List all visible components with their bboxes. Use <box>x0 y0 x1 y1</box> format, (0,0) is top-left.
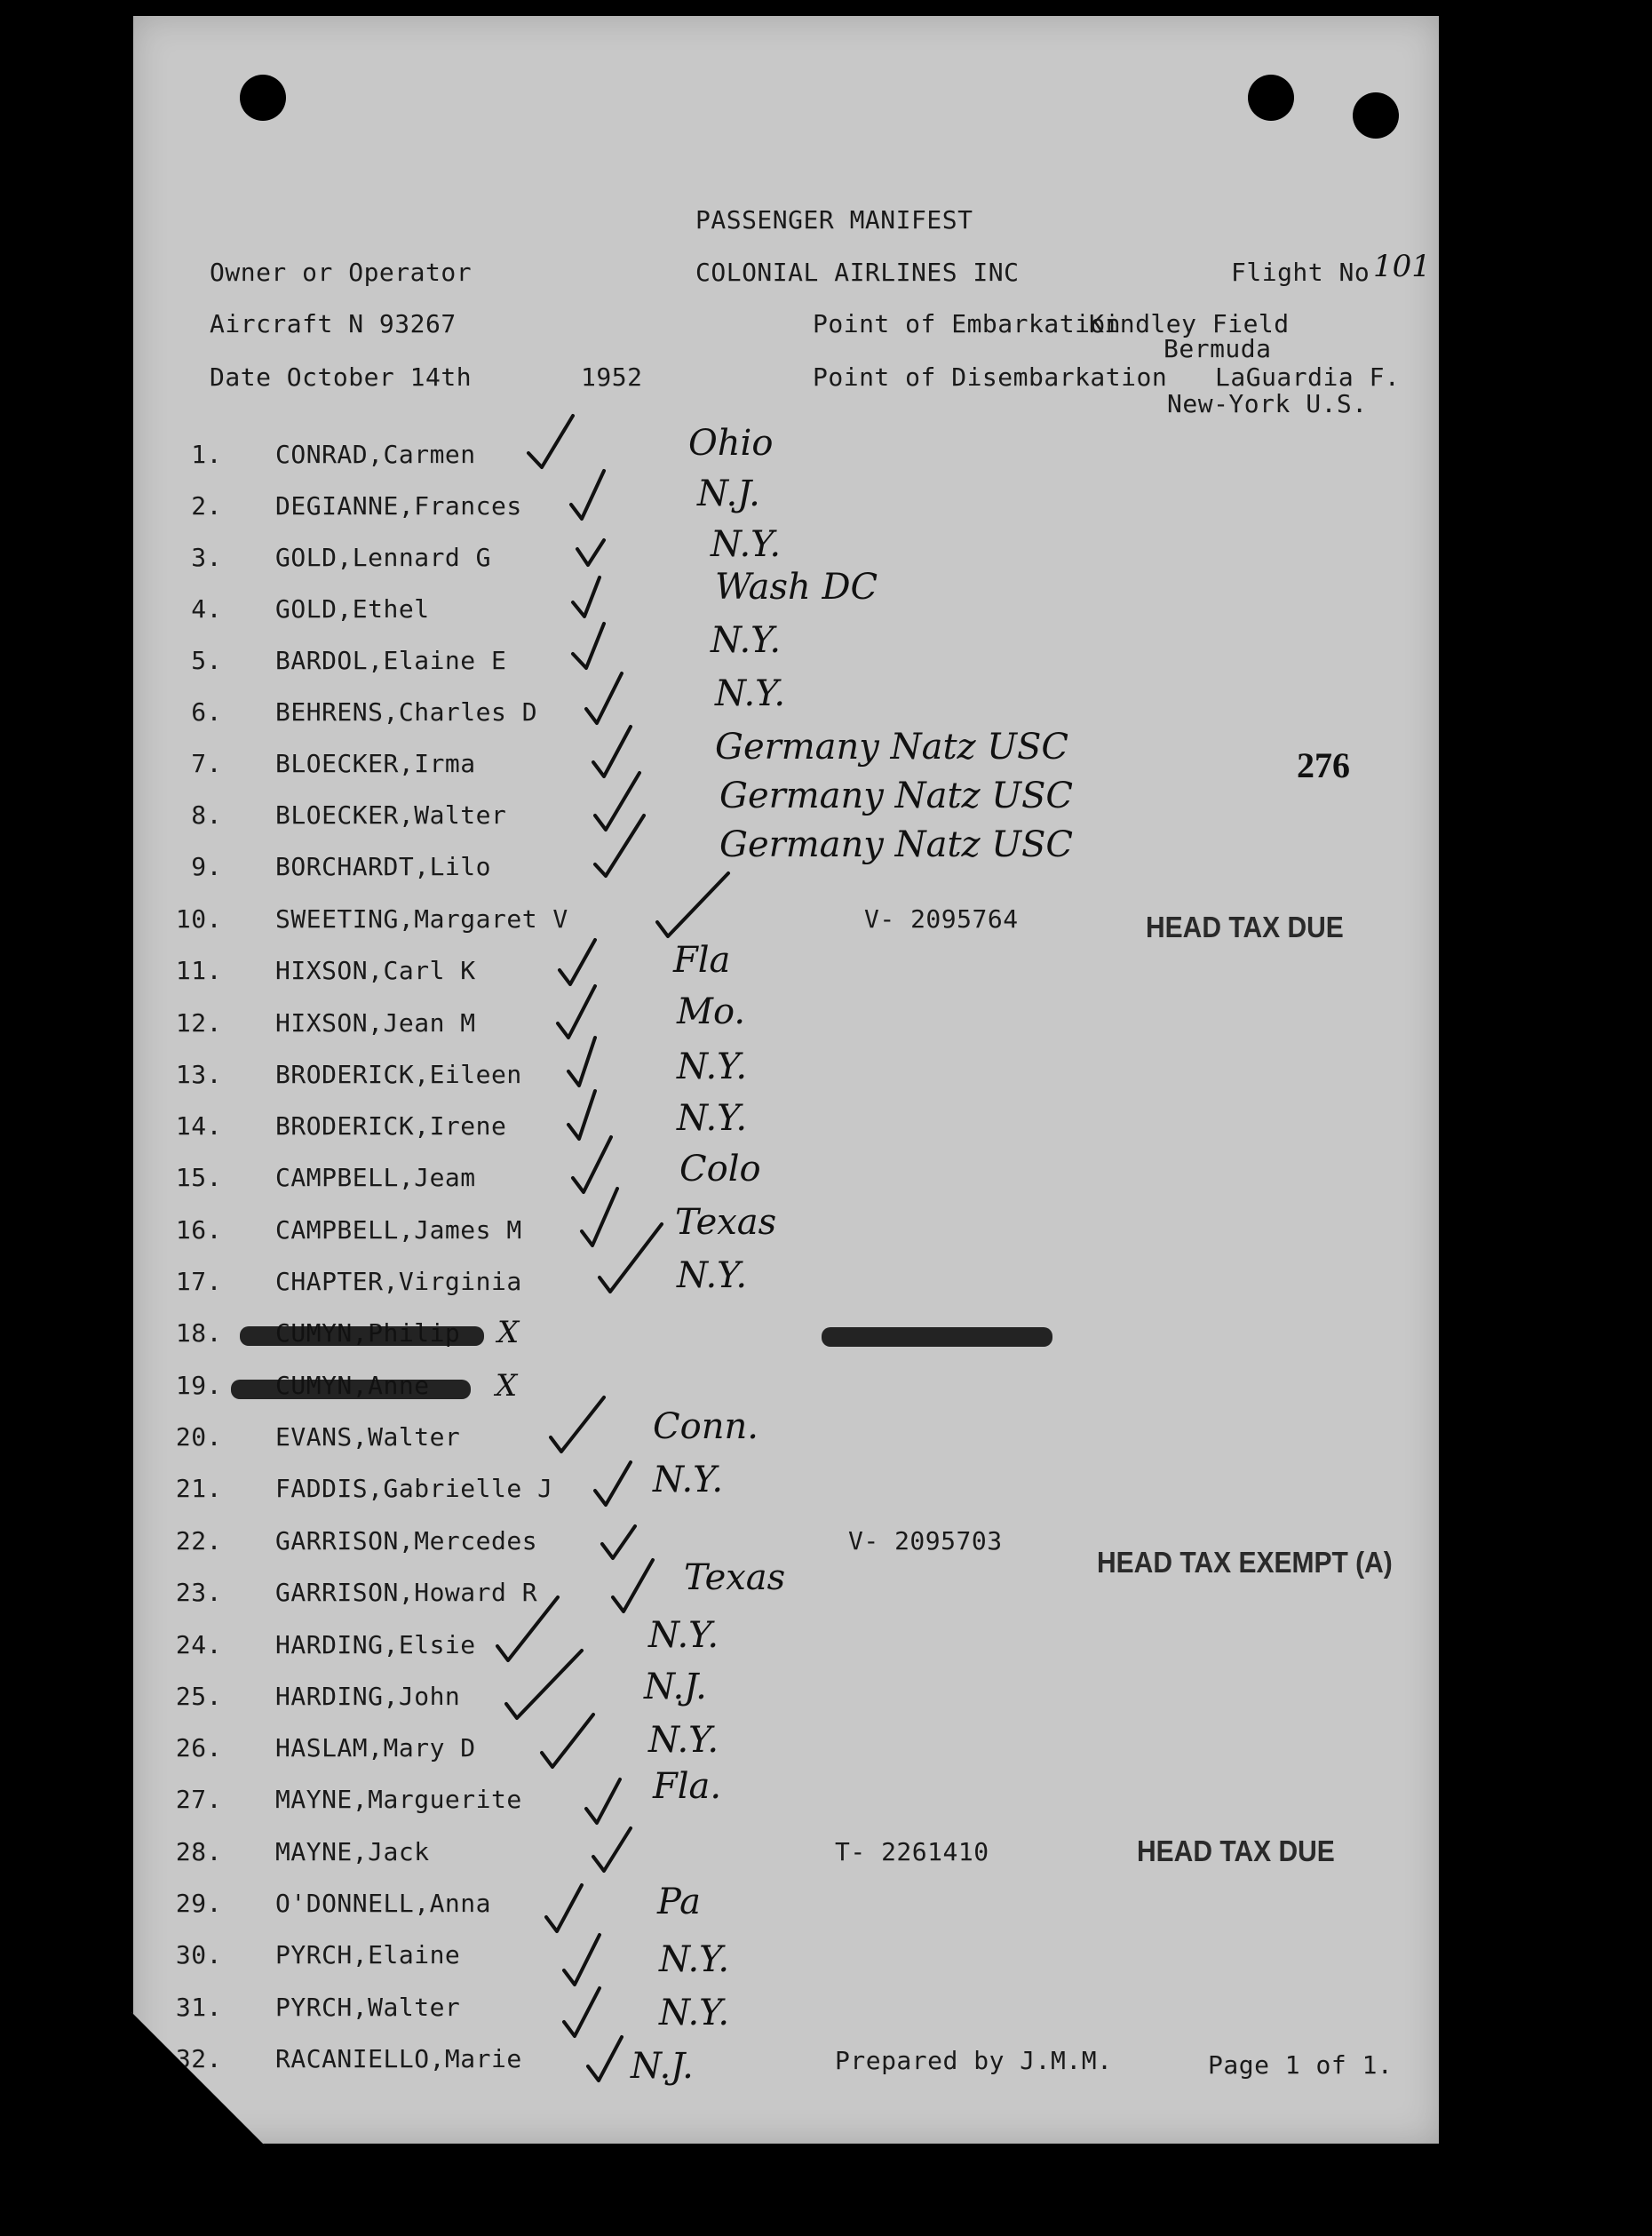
row-number: 20. <box>175 1422 222 1452</box>
handwritten-state: N.J. <box>644 1667 707 1707</box>
handwritten-state: N.Y. <box>711 620 782 661</box>
passenger-name: GOLD,Ethel <box>275 594 430 624</box>
passenger-name: EVANS,Walter <box>275 1422 461 1452</box>
row-number: 30. <box>175 1940 222 1969</box>
handwritten-state: N.Y. <box>715 673 786 714</box>
embark-value-2: Bermuda <box>1164 334 1272 363</box>
row-number: 32. <box>175 2044 222 2073</box>
handwritten-state: Colo <box>679 1149 761 1190</box>
passenger-name: RACANIELLO,Marie <box>275 2044 522 2073</box>
date: Date October 14th <box>210 362 473 392</box>
passenger-name: GOLD,Lennard G <box>275 543 492 572</box>
row-number: 31. <box>175 1993 222 2022</box>
row-number: 6. <box>191 697 222 727</box>
row-number: 17. <box>175 1267 222 1296</box>
passenger-name: CAMPBELL,Jeam <box>275 1163 476 1192</box>
passenger-name: O'DONNELL,Anna <box>275 1889 492 1918</box>
passenger-name: BARDOL,Elaine E <box>275 646 507 675</box>
row-number: 4. <box>191 594 222 624</box>
disembark-value-2: New-York U.S. <box>1167 389 1368 418</box>
row-number: 27. <box>175 1785 222 1814</box>
passenger-name: GARRISON,Howard R <box>275 1578 538 1607</box>
passenger-name: HIXSON,Jean M <box>275 1008 476 1038</box>
handwritten-state: N.J. <box>631 2046 694 2087</box>
owner-label: Owner or Operator <box>210 258 473 287</box>
row-number: 11. <box>175 956 222 985</box>
row-number: 22. <box>175 1526 222 1556</box>
row-number: 14. <box>175 1111 222 1141</box>
visa-number: T- 2261410 <box>835 1837 989 1866</box>
row-number: 24. <box>175 1630 222 1659</box>
flight-label: Flight No <box>1231 258 1370 287</box>
handwritten-state: N.Y. <box>659 1993 730 2033</box>
passenger-name: FADDIS,Gabrielle J <box>275 1474 553 1503</box>
row-number: 29. <box>175 1889 222 1918</box>
handwritten-state: N.Y. <box>659 1939 730 1980</box>
flight-number: 101 <box>1373 249 1431 284</box>
passenger-name: GARRISON,Mercedes <box>275 1526 538 1556</box>
passenger-name: HARDING,Elsie <box>275 1630 476 1659</box>
handwritten-state: Conn. <box>653 1406 758 1447</box>
prepared-by: Prepared by J.M.M. <box>835 2046 1113 2075</box>
row-number: 9. <box>191 852 222 881</box>
row-number: 16. <box>175 1215 222 1245</box>
manifest-title: PASSENGER MANIFEST <box>695 205 973 235</box>
passenger-name: PYRCH,Walter <box>275 1993 461 2022</box>
folded-corner-shadow <box>131 2012 265 2145</box>
row-number: 26. <box>175 1733 222 1763</box>
aircraft: Aircraft N 93267 <box>210 309 457 338</box>
handwritten-state: N.Y. <box>653 1460 724 1500</box>
passenger-name: HASLAM,Mary D <box>275 1733 476 1763</box>
passenger-name: BRODERICK,Irene <box>275 1111 507 1141</box>
owner-value: COLONIAL AIRLINES INC <box>695 258 1020 287</box>
passenger-name: CONRAD,Carmen <box>275 440 476 469</box>
passenger-name: HIXSON,Carl K <box>275 956 476 985</box>
handwritten-state: Ohio <box>688 423 774 464</box>
embark-label: Point of Embarkation <box>813 309 1122 338</box>
row-number: 12. <box>175 1008 222 1038</box>
handwritten-state: Texas <box>675 1202 777 1243</box>
handwritten-state: Fla <box>673 940 731 981</box>
row-number: 10. <box>175 904 222 934</box>
handwritten-x: X <box>497 1315 520 1350</box>
passenger-name: SWEETING,Margaret V <box>275 904 568 934</box>
row-number: 23. <box>175 1578 222 1607</box>
passenger-name: DEGIANNE,Frances <box>275 491 522 521</box>
handwritten-state: N.Y. <box>648 1615 719 1656</box>
check-marks <box>133 16 1439 2144</box>
passenger-name: CHAPTER,Virginia <box>275 1267 522 1296</box>
row-number: 2. <box>191 491 222 521</box>
page-count: 276 <box>1297 745 1350 785</box>
handwritten-state: Fla. <box>653 1766 722 1807</box>
year: 1952 <box>581 362 643 392</box>
head-tax-stamp: HEAD TAX DUE <box>1146 911 1344 944</box>
handwritten-state: Mo. <box>677 991 746 1032</box>
handwritten-state: Texas <box>684 1557 786 1598</box>
handwritten-state: Wash DC <box>715 567 878 608</box>
handwritten-state: Germany Natz USC <box>715 727 1069 768</box>
row-number: 13. <box>175 1060 222 1089</box>
handwritten-state: Pa <box>657 1882 701 1922</box>
handwritten-state: N.Y. <box>677 1098 748 1139</box>
passenger-name: MAYNE,Marguerite <box>275 1785 522 1814</box>
row-number: 28. <box>175 1837 222 1866</box>
disembark-value-1: LaGuardia F. <box>1215 362 1401 392</box>
passenger-name: BLOECKER,Irma <box>275 749 476 778</box>
row-number: 5. <box>191 646 222 675</box>
manifest-sheet <box>133 16 1439 2144</box>
row-number: 21. <box>175 1474 222 1503</box>
row-number: 7. <box>191 749 222 778</box>
row-number: 25. <box>175 1682 222 1711</box>
visa-number: V- 2095764 <box>864 904 1019 934</box>
row-number: 1. <box>191 440 222 469</box>
handwritten-state: N.Y. <box>677 1255 748 1296</box>
passenger-name: BLOECKER,Walter <box>275 800 507 830</box>
passenger-name: HARDING,John <box>275 1682 461 1711</box>
handwritten-x: X <box>496 1368 518 1404</box>
handwritten-state: N.Y. <box>648 1720 719 1761</box>
row-number: 15. <box>175 1163 222 1192</box>
handwritten-state: N.Y. <box>677 1046 748 1087</box>
row-number: 3. <box>191 543 222 572</box>
head-tax-stamp: HEAD TAX EXEMPT (A) <box>1097 1547 1393 1580</box>
passenger-name: MAYNE,Jack <box>275 1837 430 1866</box>
row-number: 8. <box>191 800 222 830</box>
passenger-name: BEHRENS,Charles D <box>275 697 538 727</box>
passenger-name: CAMPBELL,James M <box>275 1215 522 1245</box>
passenger-name: BORCHARDT,Lilo <box>275 852 492 881</box>
row-number: 18. <box>175 1318 222 1348</box>
visa-number: V- 2095703 <box>848 1526 1003 1556</box>
embark-value-1: Kindley Field <box>1089 309 1290 338</box>
passenger-name: BRODERICK,Eileen <box>275 1060 522 1089</box>
handwritten-state: Germany Natz USC <box>719 776 1074 816</box>
page-indicator: Page 1 of 1. <box>1208 2050 1394 2080</box>
passenger-name: PYRCH,Elaine <box>275 1940 461 1969</box>
handwritten-state: N.J. <box>697 473 760 514</box>
disembark-label: Point of Disembarkation <box>813 362 1168 392</box>
head-tax-stamp: HEAD TAX DUE <box>1137 1835 1335 1868</box>
handwritten-state: Germany Natz USC <box>719 824 1074 865</box>
handwritten-state: N.Y. <box>711 524 782 565</box>
row-number: 19. <box>175 1371 222 1400</box>
